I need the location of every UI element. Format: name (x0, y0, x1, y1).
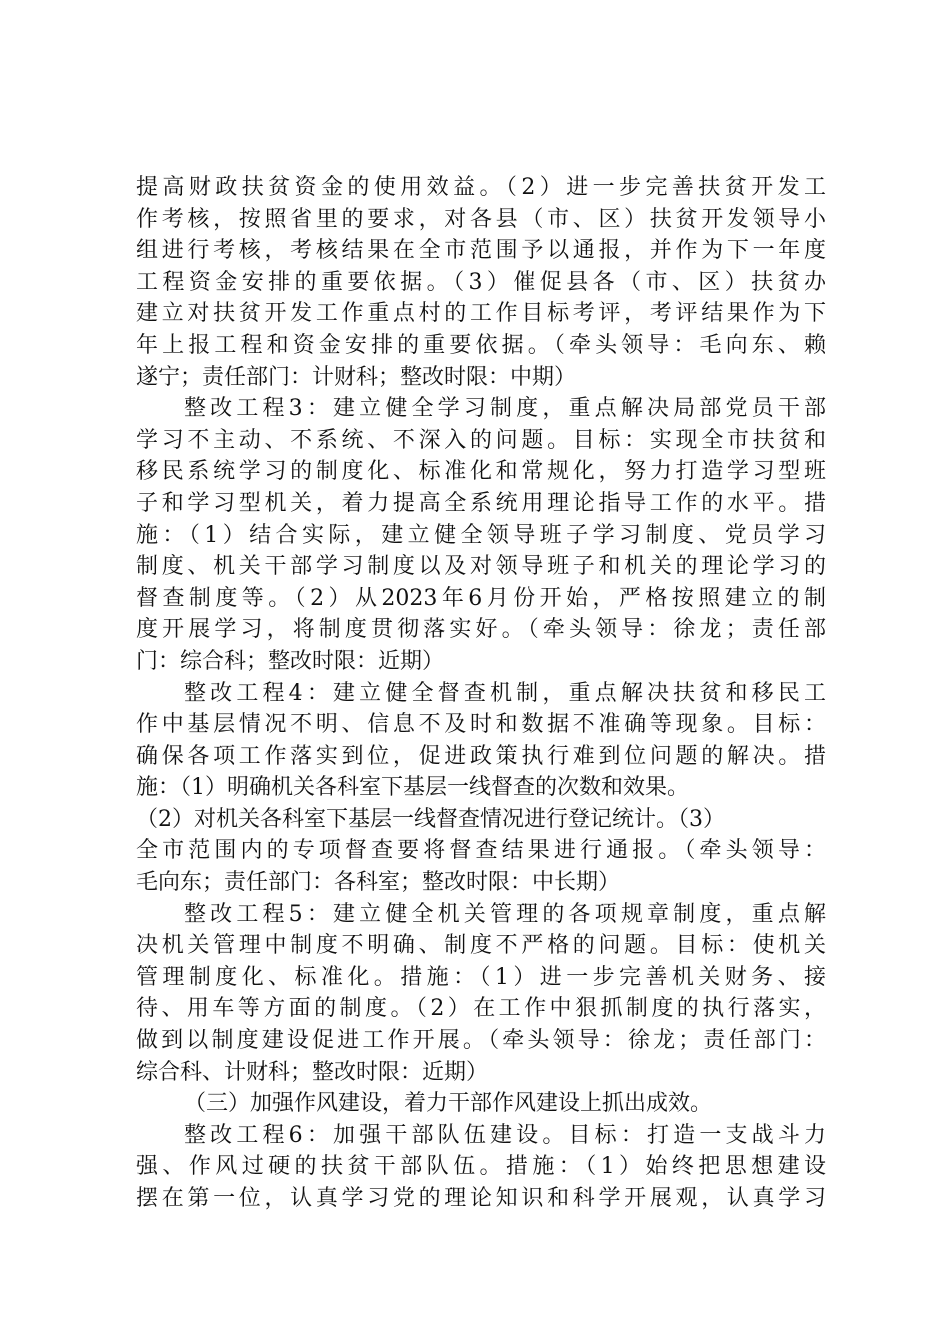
paragraph-start-line: 整改工程4：建立健全督查机制，重点解决扶贫和移民工 (184, 680, 826, 706)
text-line: 度开展学习，将制度贯彻落实好。（牵头领导：徐龙；责任部 (136, 617, 826, 643)
text-line: 待、用车等方面的制度。（2）在工作中狠抓制度的执行落实， (136, 996, 826, 1022)
text-line: 提高财政扶贫资金的使用效益。（2）进一步完善扶贫开发工 (136, 175, 826, 200)
section-heading: （三）加强作风建设，着力干部作风建设上抓出成效。 (184, 1091, 713, 1117)
text-line: 年上报工程和资金安排的重要依据。（牵头领导：毛向东、赖 (136, 332, 826, 358)
text-line: 施：（1）明确机关各科室下基层一线督查的次数和效果。 (136, 775, 689, 801)
text-line: 管理制度化、标准化。措施：（1）进一步完善机关财务、接 (136, 964, 826, 990)
text-line: 施：（1）结合实际，建立健全领导班子学习制度、党员学习 (136, 522, 826, 548)
text-line: 全市范围内的专项督查要将督查结果进行通报。（牵头领导： (136, 838, 826, 864)
text-line: 综合科、计财科；整改时限：近期） (136, 1059, 489, 1085)
text-line: 作考核，按照省里的要求，对各县（市、区）扶贫开发领导小 (136, 206, 826, 232)
text-line: 工程资金安排的重要依据。（3）催促县各（市、区）扶贫办 (136, 269, 826, 295)
text-line: 做到以制度建设促进工作开展。（牵头领导：徐龙；责任部门： (136, 1028, 826, 1054)
text-line: 作中基层情况不明、信息不及时和数据不准确等现象。目标： (136, 712, 826, 738)
text-line: 移民系统学习的制度化、标准化和常规化，努力打造学习型班 (136, 459, 826, 485)
text-line: 摆在第一位，认真学习党的理论知识和科学开展观，认真学习 (136, 1186, 826, 1211)
paragraph-start-line: 整改工程6：加强干部队伍建设。目标：打造一支战斗力 (184, 1122, 826, 1148)
document-body (136, 172, 826, 1215)
paragraph-start-line: 整改工程3：建立健全学习制度，重点解决局部党员干部 (184, 396, 826, 422)
text-line: 制度、机关干部学习制度以及对领导班子和机关的理论学习的 (136, 554, 826, 580)
text-line: （2）对机关各科室下基层一线督查情况进行登记统计。（3） (136, 806, 725, 832)
text-line: 毛向东；责任部门：各科室；整改时限：中长期） (136, 870, 621, 896)
text-line: 组进行考核，考核结果在全市范围予以通报，并作为下一年度 (136, 238, 826, 264)
text-line: 门：综合科；整改时限：近期） (136, 648, 445, 674)
text-line: 建立对扶贫开发工作重点村的工作目标考评，考评结果作为下 (136, 301, 826, 327)
text-line: 子和学习型机关，着力提高全系统用理论指导工作的水平。措 (136, 490, 826, 516)
text-line: 遂宁；责任部门：计财科；整改时限：中期） (136, 364, 577, 390)
paragraph-start-line: 整改工程5：建立健全机关管理的各项规章制度，重点解 (184, 901, 826, 927)
text-line: 学习不主动、不系统、不深入的问题。目标：实现全市扶贫和 (136, 427, 826, 453)
text-line: 决机关管理中制度不明确、制度不严格的问题。目标：使机关 (136, 933, 826, 959)
text-line: 强、作风过硬的扶贫干部队伍。措施：（1）始终把思想建设 (136, 1154, 826, 1180)
text-line: 确保各项工作落实到位，促进政策执行难到位问题的解决。措 (136, 743, 826, 769)
text-line: 督查制度等。（2）从2023年6月份开始，严格按照建立的制 (136, 585, 826, 611)
